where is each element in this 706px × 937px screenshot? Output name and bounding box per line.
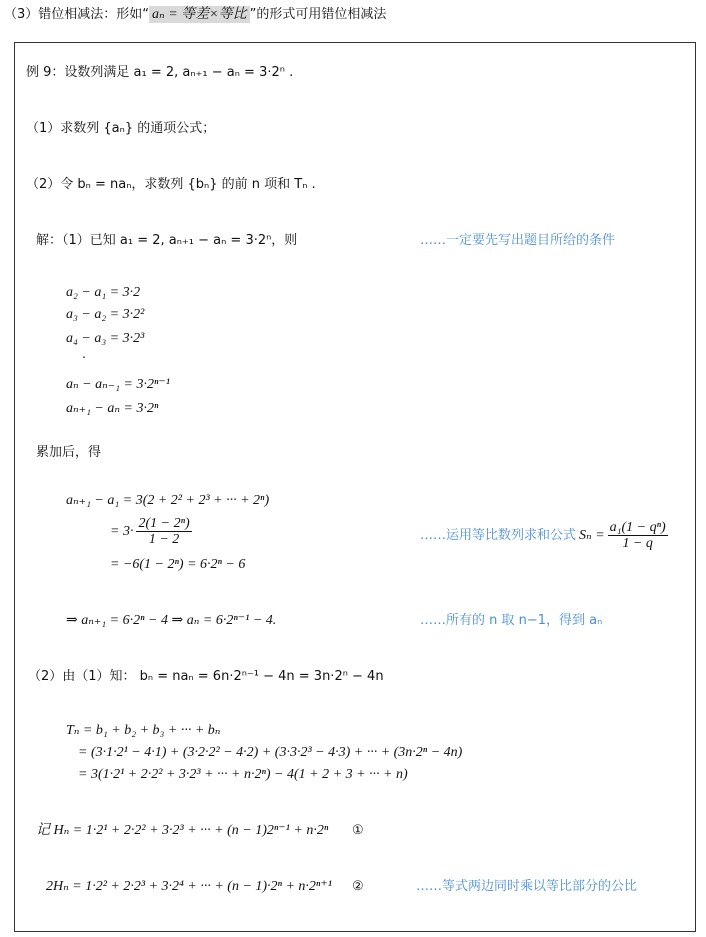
solution-intro: 解：（1）已知 a₁ = 2, aₙ₊₁ − aₙ = 3·2ⁿ，则	[36, 233, 298, 248]
question-1: （1）求数列 {aₙ} 的通项公式；	[26, 121, 216, 136]
equation-n-plus-1: aₙ₊₁ − aₙ = 3·2ⁿ	[66, 401, 159, 416]
part-2-intro: （2）由（1）知： bₙ = naₙ = 6n·2ⁿ⁻¹ − 4n = 3n·2ⁿ − 4n	[28, 669, 384, 684]
h-mark-1: ①	[352, 823, 364, 838]
sum-note-numerator: a₁(1 − qⁿ)	[609, 520, 666, 535]
sum-note-lhs: Sₙ =	[579, 527, 605, 543]
sum-note-denominator: 1 − q	[622, 536, 653, 551]
sum-line-1: aₙ₊₁ − a₁ = 3(2 + 2² + 2³ + ··· + 2ⁿ)	[66, 493, 270, 508]
h2-line: 2Hₙ = 1·2² + 2·2³ + 3·2⁴ + ··· + (n − 1)·2ⁿ + n·2ⁿ⁺¹	[46, 879, 332, 894]
h2-note: ……等式两边同时乘以等比部分的公比	[416, 879, 638, 894]
heading-suffix: ”的形式可用错位相减法	[249, 7, 387, 22]
question-2: （2）令 bₙ = naₙ，求数列 {bₙ} 的前 n 项和 Tₙ .	[26, 177, 316, 192]
heading-prefix: （3）错位相减法：形如“	[4, 7, 150, 22]
fraction-numerator: 2(1 − 2ⁿ)	[138, 516, 190, 531]
equation-2: a₃ − a₂ = 3·2²	[66, 307, 145, 322]
sum-line-2-prefix: = 3·	[110, 523, 134, 539]
h-mark-2: ②	[352, 879, 364, 894]
h-definition: 记 Hₙ = 1·2¹ + 2·2² + 3·2³ + ··· + (n − 1)2ⁿ⁻¹ + n·2ⁿ	[36, 823, 329, 838]
intro-note: ……一定要先写出题目所给的条件	[420, 233, 616, 248]
section-heading	[4, 6, 386, 24]
fraction	[136, 516, 191, 547]
t-line-3: = 3(1·2¹ + 2·2² + 3·2³ + ··· + n·2ⁿ) − 4(1 + 2 + 3 + ··· + n)	[78, 767, 408, 782]
sum-line-2	[110, 516, 192, 547]
fraction-denominator: 1 − 2	[148, 532, 180, 547]
sum-note	[420, 520, 668, 551]
t-line-1: Tₙ = b₁ + b₂ + b₃ + ··· + bₙ	[66, 723, 221, 738]
sum-note-fraction	[608, 520, 668, 551]
sum-line-3: = −6(1 − 2ⁿ) = 6·2ⁿ − 6	[110, 557, 246, 572]
result-line: ⇒ aₙ₊₁ = 6·2ⁿ − 4 ⇒ aₙ = 6·2ⁿ⁻¹ − 4.	[66, 613, 277, 628]
example-title: 例 9：设数列满足 a₁ = 2, aₙ₊₁ − aₙ = 3·2ⁿ .	[26, 65, 294, 80]
equation-n: aₙ − aₙ₋₁ = 3·2ⁿ⁻¹	[66, 377, 170, 392]
sum-note-text: ……运用等比数列求和公式	[420, 527, 577, 543]
equation-3: a₄ − a₃ = 3·2³	[66, 331, 145, 346]
sum-text: 累加后，得	[36, 445, 102, 460]
result-note: ……所有的 n 取 n−1，得到 aₙ	[420, 613, 603, 628]
equation-1: a₂ − a₁ = 3·2	[66, 285, 141, 300]
ellipsis-dot: ·	[82, 351, 86, 366]
highlighted-formula: aₙ = 等差×等比	[149, 6, 250, 23]
t-line-2: = (3·1·2¹ − 4·1) + (3·2·2² − 4·2) + (3·3·2³ − 4·3) + ··· + (3n·2ⁿ − 4n)	[78, 745, 463, 760]
